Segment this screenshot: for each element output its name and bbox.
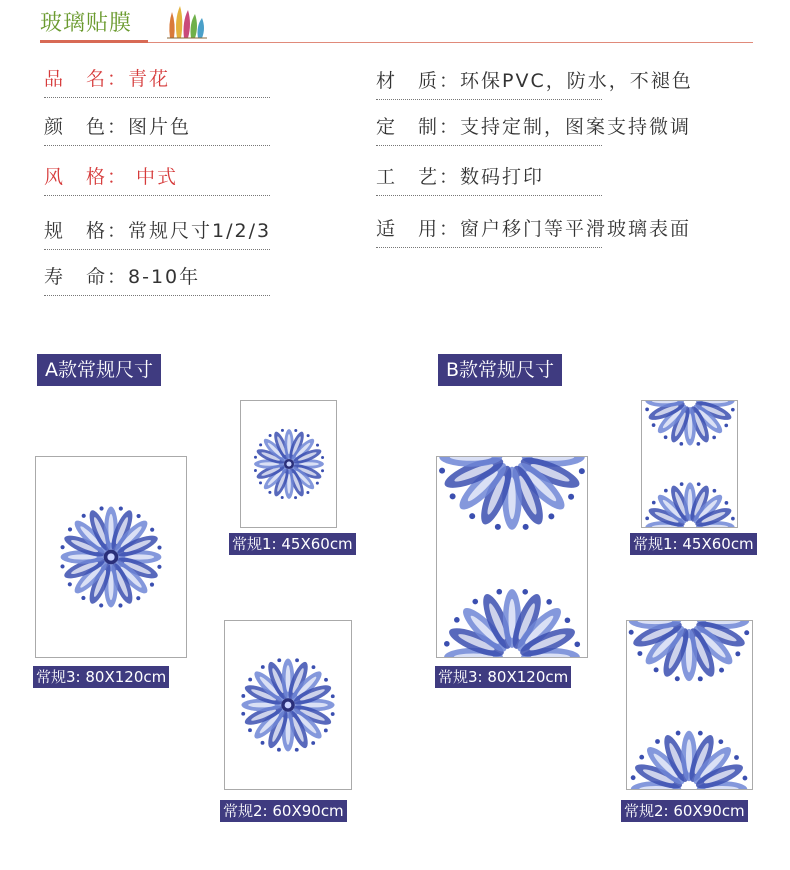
header-accent-bar: [40, 40, 148, 43]
b-size3-preview: [436, 456, 588, 658]
blue-floral-mandala-icon: [241, 401, 336, 527]
trees-logo-icon: [162, 2, 212, 40]
spec-application: 适 用：窗户移门等平滑玻璃表面: [376, 214, 602, 248]
a-size1-label: 常规1: 45X60cm: [229, 533, 356, 555]
blue-floral-mandala-icon: [36, 457, 186, 657]
section-a-title: A款常规尺寸: [37, 354, 161, 386]
blue-floral-mandala-icon: [225, 621, 351, 789]
a-size3-preview: [35, 456, 187, 658]
spec-customization: 定 制：支持定制，图案支持微调: [376, 112, 602, 146]
b-size3-label: 常规3: 80X120cm: [435, 666, 571, 688]
spec-size: 规 格：常规尺寸1/2/3: [44, 216, 270, 250]
blue-floral-half-mandala-bottom-icon: [642, 401, 737, 527]
a-size2-preview: [224, 620, 352, 790]
blue-floral-half-mandala-bottom-icon: [437, 457, 587, 657]
section-b-title: B款常规尺寸: [438, 354, 562, 386]
a-size1-preview: [240, 400, 337, 528]
b-size2-label: 常规2: 60X90cm: [621, 800, 748, 822]
spec-process: 工 艺：数码打印: [376, 162, 602, 196]
spec-style: 风 格： 中式: [44, 162, 270, 196]
spec-material: 材 质：环保PVC，防水，不褪色: [376, 66, 602, 100]
spec-color: 颜 色：图片色: [44, 112, 270, 146]
spec-name: 品 名：青花: [44, 64, 270, 98]
spec-lifespan: 寿 命：8-10年: [44, 262, 270, 296]
b-size1-label: 常规1: 45X60cm: [630, 533, 757, 555]
blue-floral-half-mandala-bottom-icon: [627, 621, 752, 789]
b-size2-preview: [626, 620, 753, 790]
a-size2-label: 常规2: 60X90cm: [220, 800, 347, 822]
a-size3-label: 常规3: 80X120cm: [33, 666, 169, 688]
b-size1-preview: [641, 400, 738, 528]
page-title: 玻璃贴膜: [40, 11, 133, 36]
